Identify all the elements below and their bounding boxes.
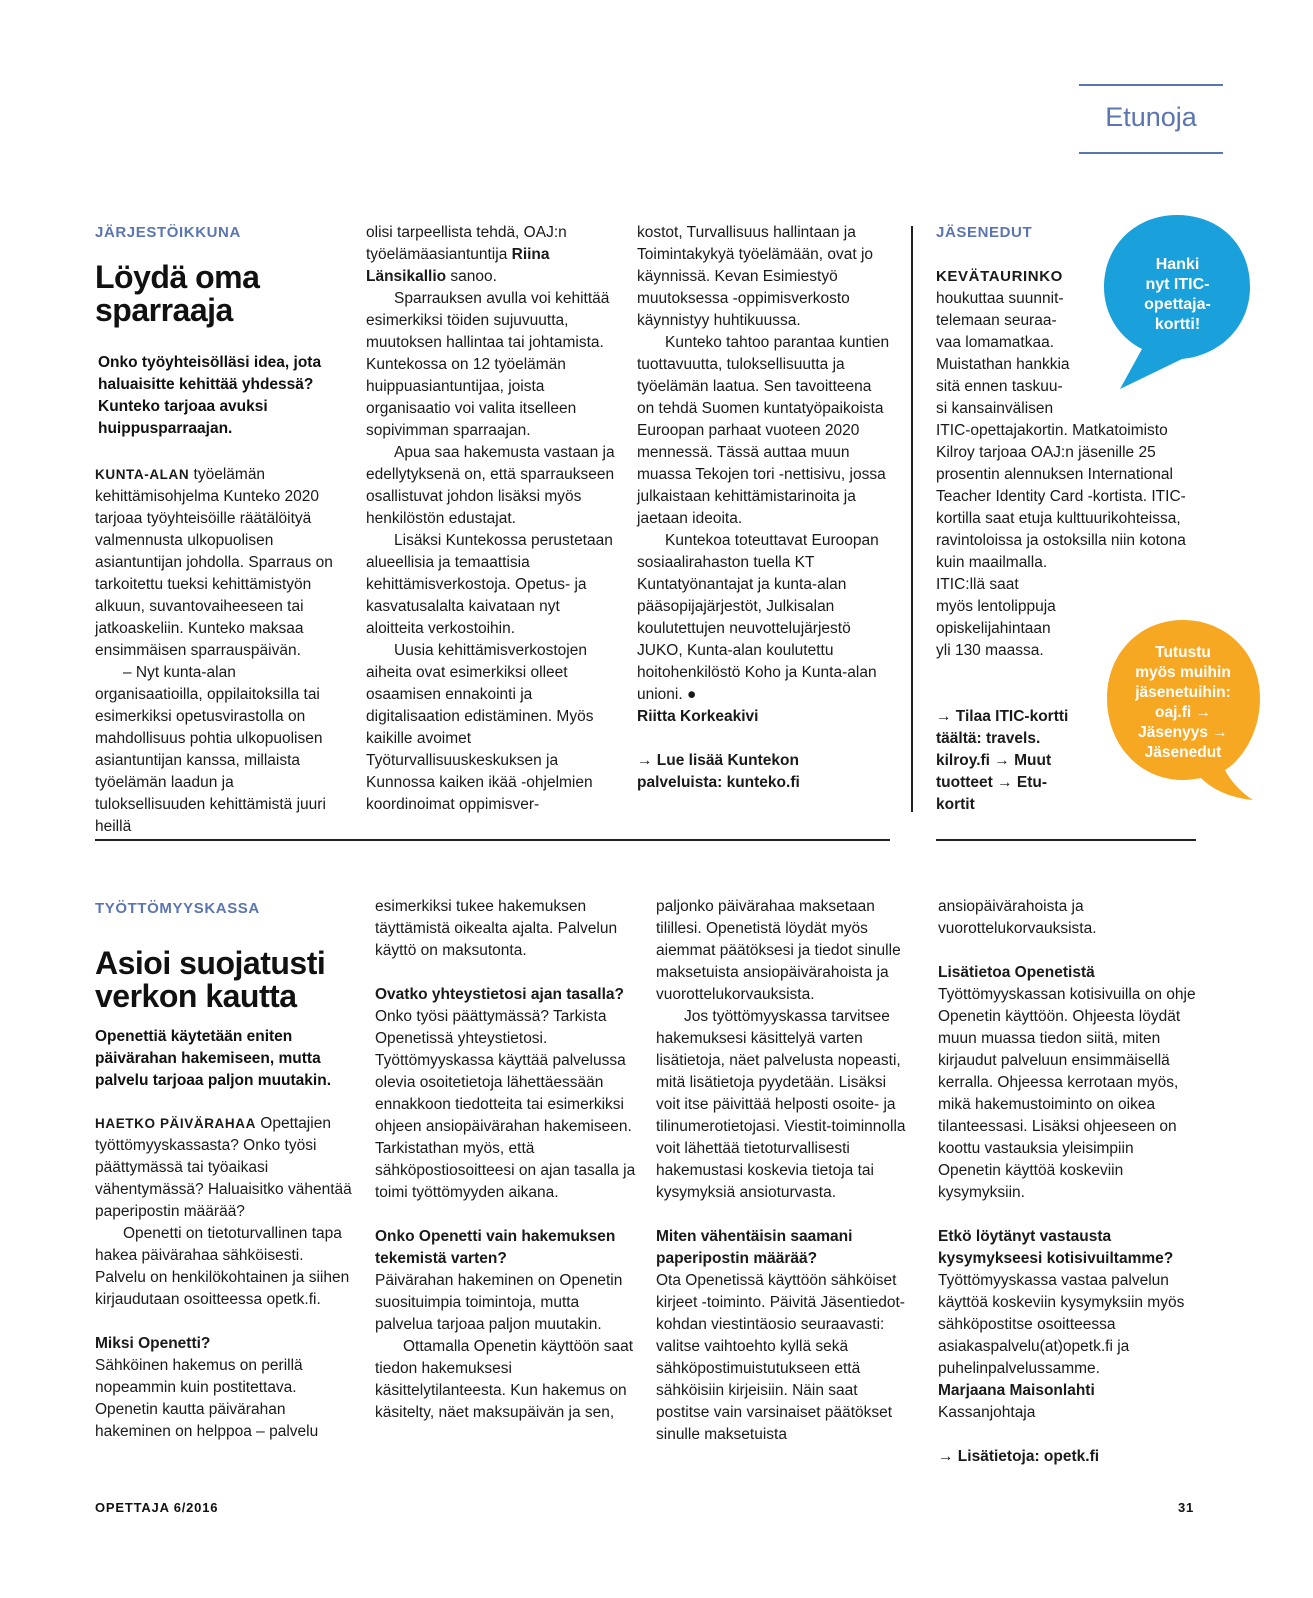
paragraph: Onko työsi päättymässä? Tarkista Openetissä yhteystietosi. Työttömyyskassa käyttää palvelussa olevia osoitetietoja lähettäessään ennakkoon tiedotteita tai esimerkiksi ohjeen ansiopäivärahan hakemiseen. Tarkistathan myös, että sähköpostiosoitteesi on ajan tasalla ja toimi työttömyyden aikana.	[375, 1008, 636, 1201]
headline-line: Löydä oma	[95, 259, 260, 295]
subheading-text: Lisätietoa Openetistä	[938, 964, 1095, 981]
text-line: sitä ennen taskuu-	[936, 378, 1063, 395]
paragraph: Ottamalla Openetin käyttöön saat tiedon hakemuksesi käsittelytilanteesta. Kun hakemus on käsitelty, näet maksupäivän ja sen,	[375, 1338, 634, 1421]
paragraph: Kunteko tahtoo parantaa kuntien tuottavuutta, tuloksellisuutta ja työelämän laatua. Sen tavoitteena on tehdä Suomen kuntatyöpaikoista Euroopan parhaat vuoteen 2020 mennessä. Tässä auttaa muun muassa Tekojen tori -nettisivu, jossa julkaistaan kehittämistarinoita ja jaetaan ideoita.	[637, 334, 890, 527]
article-divider	[95, 839, 890, 841]
subheading-text: Etkö löytänyt vastausta kysymykseesi kotisivuiltamme?	[938, 1228, 1174, 1267]
bubble-line: myös muihin	[1135, 663, 1231, 681]
subheading	[375, 984, 637, 1006]
article2-lead: Openettiä käytetään eniten päivärahan hakemiseen, mutta palvelu tarjoaa paljon muutakin.	[95, 1028, 331, 1089]
paragraph: Sähköinen hakemus on perillä nopeammin kuin postitettava. Openetin kautta päivärahan hakeminen on helppoa – palvelu	[95, 1357, 319, 1440]
link-text[interactable]: kilroy.fi → Muut	[936, 752, 1052, 769]
paragraph	[95, 464, 347, 662]
bubble-line: opettaja-	[1144, 296, 1211, 313]
paragraph-text: olisi tarpeellista tehdä, OAJ:n työelämäasiantuntija	[366, 224, 567, 263]
article1-column-2	[366, 222, 621, 816]
kunteko-link[interactable]	[637, 750, 892, 794]
end-mark-icon: ●	[687, 686, 697, 703]
paragraph	[366, 222, 621, 288]
article1-column-3	[637, 222, 892, 794]
bubble-blue-text	[1115, 245, 1240, 345]
author-name: Riitta Korkeakivi	[637, 708, 759, 725]
paragraph: – Nyt kunta-alan organisaatioilla, oppilaitoksilla tai esimerkiksi opetusvirastolla on mahdollisuus pohtia ulkopuolisen asiantuntijan kanssa, millaista työelämän laadun ja tuloksellisuuden kehittämistä juuri heillä	[95, 664, 326, 835]
text-line: opiskelijahintaan	[936, 620, 1051, 637]
paragraph: Jos työttömyyskassa tarvitsee hakemuksesi käsittelyä varten lisätietoja, näet palvelusta nopeasti, mitä lisätietoja pyydetään. Lisäksi voit itse päivittää helposti osoite- ja tilinumerotietojasi. Viestit-toiminnolla voit lähettää tietoturvallisesti hakemustasi koskevia tietoja tai kysymyksiä ansioturvasta.	[656, 1008, 906, 1201]
sidebar-divider	[936, 839, 1196, 841]
article2-column-3	[656, 896, 914, 1446]
article1-lead: Onko työyhteisölläsi idea, jota haluaisitte kehittää yhdessä? Kunteko tarjoaa avuksi huippusparraajan.	[98, 354, 322, 437]
bubble-line: kortti!	[1154, 316, 1201, 333]
link-text[interactable]: palveluista: kunteko.fi	[637, 774, 800, 791]
author	[938, 1380, 1200, 1402]
paragraph: Uusia kehittämisverkostojen aiheita ovat esimerkiksi olleet osaamisen ennakointi ja digitalisaation edistäminen. Myös kaikille avoimet Työturvallisuuskeskuksen ja Kunnossa kaiken ikää -ohjelmien koordinoimat oppimisver-	[366, 642, 594, 813]
paragraph: ansiopäivärahoista ja vuorottelukorvauksista.	[938, 898, 1097, 937]
sidebar-divider-vertical	[911, 226, 913, 812]
text-line: Muistathan hankkia	[936, 356, 1070, 373]
expert-name: Riina Länsikallio	[366, 246, 550, 285]
subheading-text: Miksi Openetti?	[95, 1335, 211, 1352]
article2-column-1	[95, 1113, 353, 1443]
bubble-line: Hanki	[1155, 256, 1200, 273]
article1-column-1	[95, 464, 347, 838]
section-tab	[1079, 84, 1223, 154]
sidebar-kicker: JÄSENEDUT	[936, 224, 1033, 241]
headline-line: Asioi suojatusti	[95, 945, 326, 981]
link-text[interactable]: kortit	[936, 796, 975, 813]
bubble-orange-text[interactable]	[1112, 640, 1254, 765]
bubble-line: Tutustu	[1155, 643, 1211, 661]
headline-line: sparraaja	[95, 292, 233, 328]
author	[637, 706, 892, 728]
paragraph-text: Opettajien työttömyyskassasta? Onko työsi päättymässä tai työaikasi vähentymässä? Haluaisitko vähentää paperipostin määrää?	[95, 1115, 352, 1220]
article2-column-4	[938, 896, 1200, 1468]
page-number: 31	[1178, 1500, 1195, 1515]
link-text[interactable]: → Lue lisää Kuntekon	[637, 752, 799, 769]
paragraph-text: työelämän kehittämisohjelma Kunteko 2020 tarjoaa työyhteisöille räätälöityä valmennusta ulkopuolisen asiantuntijan johdolla. Sparraus on tarkoitettu tueksi kehittämistyön alkuun, suvantovaiheeseen tai jatkoaskeliin. Kunteko maksaa ensimmäisen sparrauspäivän.	[95, 466, 333, 659]
subheading	[938, 962, 1200, 984]
paragraph-text: sanoo.	[446, 268, 497, 285]
paragraph: Sparrauksen avulla voi kehittää esimerkiksi töiden sujuvuutta, muutoksen hallintaa tai johtamista. Kuntekossa on 12 työelämän huippuasiantuntijaa, joista organisaatio voi valita itselleen sopivimman sparraajan.	[366, 290, 610, 439]
text-line: vaa lomamatkaa.	[936, 334, 1055, 351]
article2-kicker: TYÖTTÖMYYSKASSA	[95, 900, 260, 917]
text-line: ITIC:llä saat	[936, 576, 1019, 593]
author-title: Kassanjohtaja	[938, 1404, 1036, 1421]
paragraph: ITIC-opettajakortin. Matkatoimisto Kilroy tarjoaa OAJ:n jäsenille 25 prosentin alennuksen International Teacher Identity Card -kortista. ITIC-kortilla saat etuja kulttuurikohteissa, ravintoloissa ja ostoksilla niin kotona kuin maailmalla.	[936, 422, 1186, 571]
article1-headline	[95, 261, 355, 327]
text-line: yli 130 maassa.	[936, 642, 1044, 659]
run-in-caps: KUNTA-ALAN	[95, 467, 190, 482]
link-text[interactable]: täältä: travels.	[936, 730, 1041, 747]
paragraph: kostot, Turvallisuus hallintaan ja Toimintakykyä työelämään, ovat jo käynnissä. Kevan Esimiestyö muutoksessa -oppimisverkosto käynnistyy huhtikuussa.	[637, 224, 874, 329]
article2-headline	[95, 947, 365, 1013]
paragraph: Lisäksi Kuntekossa perustetaan alueellisia ja temaattisia kehittämisverkostoja. Opetus- ja kasvatusalalta kaivataan nyt aloitteita verkostoihin.	[366, 532, 613, 637]
subheading	[656, 1226, 914, 1270]
text-line: houkuttaa suunnit-	[936, 290, 1064, 307]
run-in-caps: HAETKO PÄIVÄRAHAA	[95, 1116, 256, 1131]
publication-footer: OPETTAJA 6/2016	[95, 1500, 219, 1515]
text-line: telemaan seuraa-	[936, 312, 1057, 329]
article1-kicker: JÄRJESTÖIKKUNA	[95, 224, 241, 241]
paragraph: Työttömyyskassa vastaa palvelun käyttöä koskeviin kysymyksiin myös sähköpostitse osoitteessa asiakaspalvelu(at)opetk.fi ja puhelinpalvelussamme.	[938, 1272, 1185, 1377]
subheading	[375, 1226, 637, 1270]
bubble-link-line[interactable]: oaj.fi →	[1155, 703, 1211, 721]
bubble-link-line[interactable]: Jäsenedut	[1144, 743, 1222, 761]
paragraph: Työttömyyskassan kotisivuilla on ohje Openetin käyttöön. Ohjeesta löydät muun muassa tiedon siitä, miten kirjaudut palveluun ensimmäisellä kerralla. Ohjeessa kerrotaan myös, mikä hakemustoiminto on oikea tilanteessasi. Lisäksi ohjeeseen on koottu vastauksia yleisimpiin Openetin käyttöä koskeviin kysymyksiin.	[938, 986, 1196, 1201]
opetk-link[interactable]	[938, 1446, 1200, 1468]
author-name: Marjaana Maisonlahti	[938, 1382, 1095, 1399]
paragraph: Openetti on tietoturvallinen tapa hakea päivärahaa sähköisesti. Palvelu on henkilökohtainen ja siihen kirjaudutaan osoitteessa opetk.fi.	[95, 1225, 350, 1308]
bubble-line: jäsenetuihin:	[1135, 683, 1231, 701]
paragraph: Päivärahan hakeminen on Openetin suosituimpia toimintoja, mutta palvelua tarjoaa paljon muutakin.	[375, 1272, 623, 1333]
subheading	[938, 1226, 1200, 1270]
bubble-line: nyt ITIC-	[1145, 276, 1210, 293]
link-text[interactable]: → Tilaa ITIC-kortti	[936, 708, 1069, 725]
bubble-link-line[interactable]: Jäsenyys →	[1138, 723, 1228, 741]
subheading-text: Ovatko yhteystietosi ajan tasalla?	[375, 986, 624, 1003]
subheading-text: Onko Openetti vain hakemuksen tekemistä varten?	[375, 1228, 616, 1267]
paragraph: Ota Openetissä käyttöön sähköiset kirjeet -toiminto. Päivitä Jäsentiedot-kohdan viestintäosio seuraavasti: valitse vaihtoehto kyllä sekä sähköpostimuistutukseen että sähköisiin kirjeisiin. Näin saat postitse vain varsinaiset päätökset sinulle maksetuista	[656, 1272, 905, 1443]
paragraph: Apua saa hakemusta vastaan ja edellytyksenä on, että sparraukseen osallistuvat johdon lisäksi myös henkilöstön edustajat.	[366, 444, 615, 527]
paragraph	[637, 530, 892, 706]
paragraph: esimerkiksi tukee hakemuksen täyttämistä oikealta ajalta. Palvelun käyttö on maksutonta.	[375, 898, 618, 959]
text-line: myös lentolippuja	[936, 598, 1056, 615]
subheading	[95, 1333, 353, 1355]
link-text[interactable]: → Lisätietoja: opetk.fi	[938, 1448, 1100, 1465]
text-line: si kansainvälisen	[936, 400, 1054, 417]
paragraph-text: Kuntekoa toteuttavat Euroopan sosiaalirahaston tuella KT Kuntatyönantajat ja kunta-alan pääsopijajärjestöt, Julkisalan koulutettujen neuvottelujärjestö JUKO, Kunta-alan koulutettu hoitohenkilöstö Koho ja Kunta-alan unioni.	[637, 532, 879, 703]
headline-line: verkon kautta	[95, 978, 297, 1014]
run-in-caps: KEVÄTAURINKO	[936, 268, 1063, 285]
subheading-text: Miten vähentäisin saamani paperipostin määrää?	[656, 1228, 853, 1267]
article2-column-2	[375, 896, 637, 1424]
paragraph	[95, 1113, 353, 1223]
link-text[interactable]: tuotteet → Etu-	[936, 774, 1048, 791]
section-label: Etunoja	[1105, 102, 1197, 132]
paragraph: paljonko päivärahaa maksetaan tilillesi. Openetistä löydät myös aiemmat päätöksesi ja tiedot sinulle maksetuista ansiopäivärahoista ja vuorottelukorvauksista.	[656, 898, 901, 1003]
